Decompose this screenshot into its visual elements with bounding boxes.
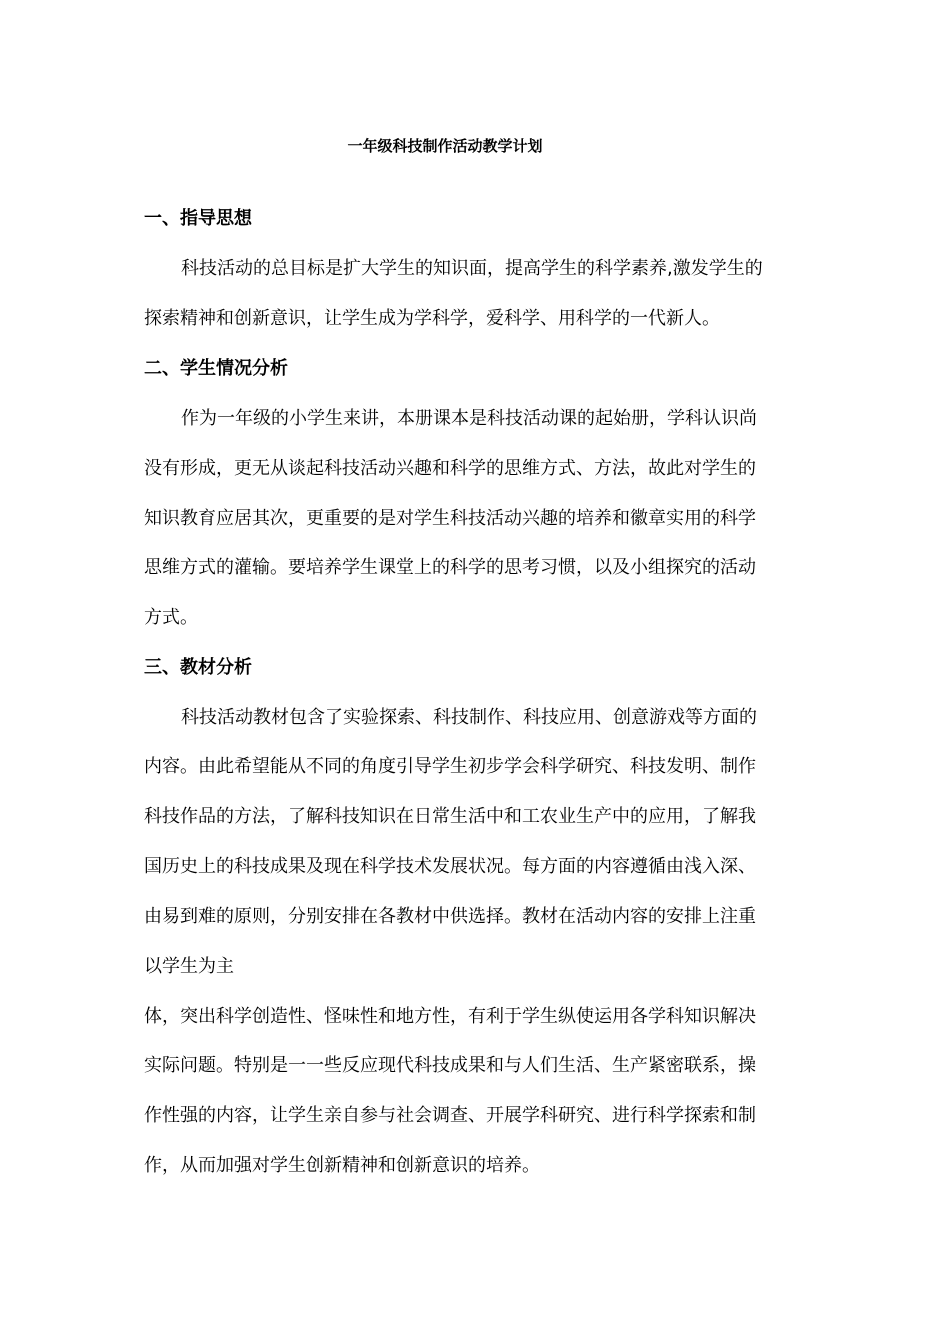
section-heading-student-analysis: 二、学生情况分析	[144, 358, 288, 379]
paragraph-line: 体，突出科学创造性、怪味性和地方性，有利于学生纵使运用各学科知识解决	[144, 1006, 756, 1027]
paragraph-line: 没有形成，更无从谈起科技活动兴趣和科学的思维方式、方法，故此对学生的	[144, 458, 756, 479]
paragraph-line: 以学生为主	[144, 956, 234, 977]
paragraph-line: 内容。由此希望能从不同的角度引导学生初步学会科学研究、科技发明、制作	[144, 756, 756, 777]
paragraph-line: 作性强的内容，让学生亲自参与社会调查、开展学科研究、进行科学探索和制	[144, 1105, 756, 1126]
paragraph-line: 国历史上的科技成果及现在科学技术发展状况。每方面的内容遵循由浅入深、	[144, 856, 756, 877]
paragraph-line: 科技活动教材包含了实验探索、科技制作、科技应用、创意游戏等方面的	[181, 707, 757, 728]
paragraph-line: 思维方式的灌输。要培养学生课堂上的科学的思考习惯，以及小组探究的活动	[144, 557, 756, 578]
paragraph-line: 作，从而加强对学生创新精神和创新意识的培养。	[144, 1155, 540, 1176]
paragraph-line: 作为一年级的小学生来讲，本册课本是科技活动课的起始册，学科认识尚	[181, 408, 757, 429]
paragraph-line: 实际问题。特别是一一些反应现代科技成果和与人们生活、生产紧密联系，操	[144, 1055, 756, 1076]
section-heading-guiding-ideology: 一、指导思想	[144, 208, 252, 229]
paragraph-line: 知识教育应居其次，更重要的是对学生科技活动兴趣的培养和徽章实用的科学	[144, 508, 756, 529]
paragraph-line: 探索精神和创新意识，让学生成为学科学，爱科学、用科学的一代新人。	[144, 308, 720, 329]
document-title: 一年级科技制作活动教学计划	[347, 137, 543, 155]
paragraph-line: 科技活动的总目标是扩大学生的知识面，提高学生的科学素养,激发学生的	[181, 258, 763, 279]
paragraph-line: 科技作品的方法，了解科技知识在日常生活中和工农业生产中的应用，了解我	[144, 806, 756, 827]
paragraph-line: 由易到难的原则，分别安排在各教材中供选择。教材在活动内容的安排上注重	[144, 906, 756, 927]
paragraph-line: 方式。	[144, 607, 198, 628]
section-heading-textbook-analysis: 三、教材分析	[144, 657, 252, 678]
